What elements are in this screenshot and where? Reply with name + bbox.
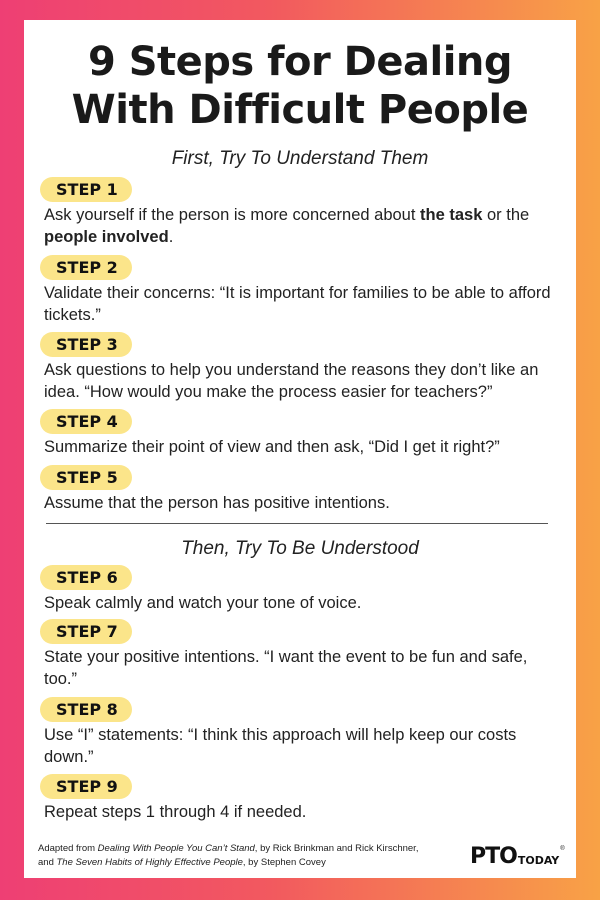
credit-line-2 xyxy=(38,856,438,870)
step-text-part: . xyxy=(168,228,174,246)
logo-pto: PTO xyxy=(470,844,517,869)
step-label: STEP 1 xyxy=(40,177,132,202)
credit-book-title: Dealing With People You Can’t Stand xyxy=(97,843,255,854)
title-line-2: With Difficult People xyxy=(71,87,529,133)
step-text: Summarize their point of view and then ask, “Did I get it right?” xyxy=(44,438,500,456)
step-text-bold: people involved xyxy=(44,228,169,246)
step-4 xyxy=(44,409,556,458)
step-1 xyxy=(44,177,556,248)
step-7 xyxy=(44,619,556,690)
credit-text: , by Stephen Covey xyxy=(242,857,326,868)
step-text-part: or the xyxy=(482,206,530,224)
section-heading-be-understood: Then, Try To Be Understood xyxy=(181,538,419,559)
logo-today: TODAY xyxy=(517,854,560,867)
step-label: STEP 8 xyxy=(40,697,132,722)
pto-today-logo xyxy=(470,846,565,868)
step-text: Validate their concerns: “It is important for families to be able to afford tickets.” xyxy=(44,284,551,324)
step-label: STEP 4 xyxy=(40,409,132,434)
title-line-1: 9 Steps for Dealing xyxy=(87,39,513,85)
credit-line-1 xyxy=(38,842,438,856)
step-8 xyxy=(44,697,556,768)
section-heading-understand: First, Try To Understand Them xyxy=(171,148,429,169)
poster-title xyxy=(24,38,576,134)
step-label: STEP 3 xyxy=(40,332,132,357)
credit-text: and xyxy=(38,857,57,868)
step-text: Repeat steps 1 through 4 if needed. xyxy=(44,803,307,821)
step-6 xyxy=(44,565,556,614)
step-text: State your positive intentions. “I want the event to be fun and safe, too.” xyxy=(44,648,528,688)
step-text: Assume that the person has positive intentions. xyxy=(44,494,390,512)
step-label: STEP 6 xyxy=(40,565,132,590)
credit-book-title: The Seven Habits of Highly Effective People xyxy=(56,857,243,868)
step-label: STEP 5 xyxy=(40,465,132,490)
logo-registered-mark: ® xyxy=(560,846,565,852)
section-divider xyxy=(46,523,548,524)
step-text: Use “I” statements: “I think this approach will help keep our costs down.” xyxy=(44,726,517,766)
step-text: Ask questions to help you understand the reasons they don’t like an idea. “How would you make the process easier for teachers?” xyxy=(44,361,539,401)
step-5 xyxy=(44,465,556,514)
poster-card xyxy=(24,20,576,878)
step-text-part: Ask yourself if the person is more concerned about xyxy=(44,206,421,224)
step-label: STEP 7 xyxy=(40,619,132,644)
source-credit xyxy=(38,842,438,870)
step-text xyxy=(44,204,556,248)
step-text: Speak calmly and watch your tone of voice. xyxy=(44,594,362,612)
step-3 xyxy=(44,332,556,403)
credit-text: Adapted from xyxy=(38,843,98,854)
step-text-bold: the task xyxy=(420,206,483,224)
credit-text: , by Rick Brinkman and Rick Kirschner, xyxy=(254,843,419,854)
step-label: STEP 2 xyxy=(40,255,132,280)
step-2 xyxy=(44,255,556,326)
step-9 xyxy=(44,774,556,823)
step-label: STEP 9 xyxy=(40,774,132,799)
